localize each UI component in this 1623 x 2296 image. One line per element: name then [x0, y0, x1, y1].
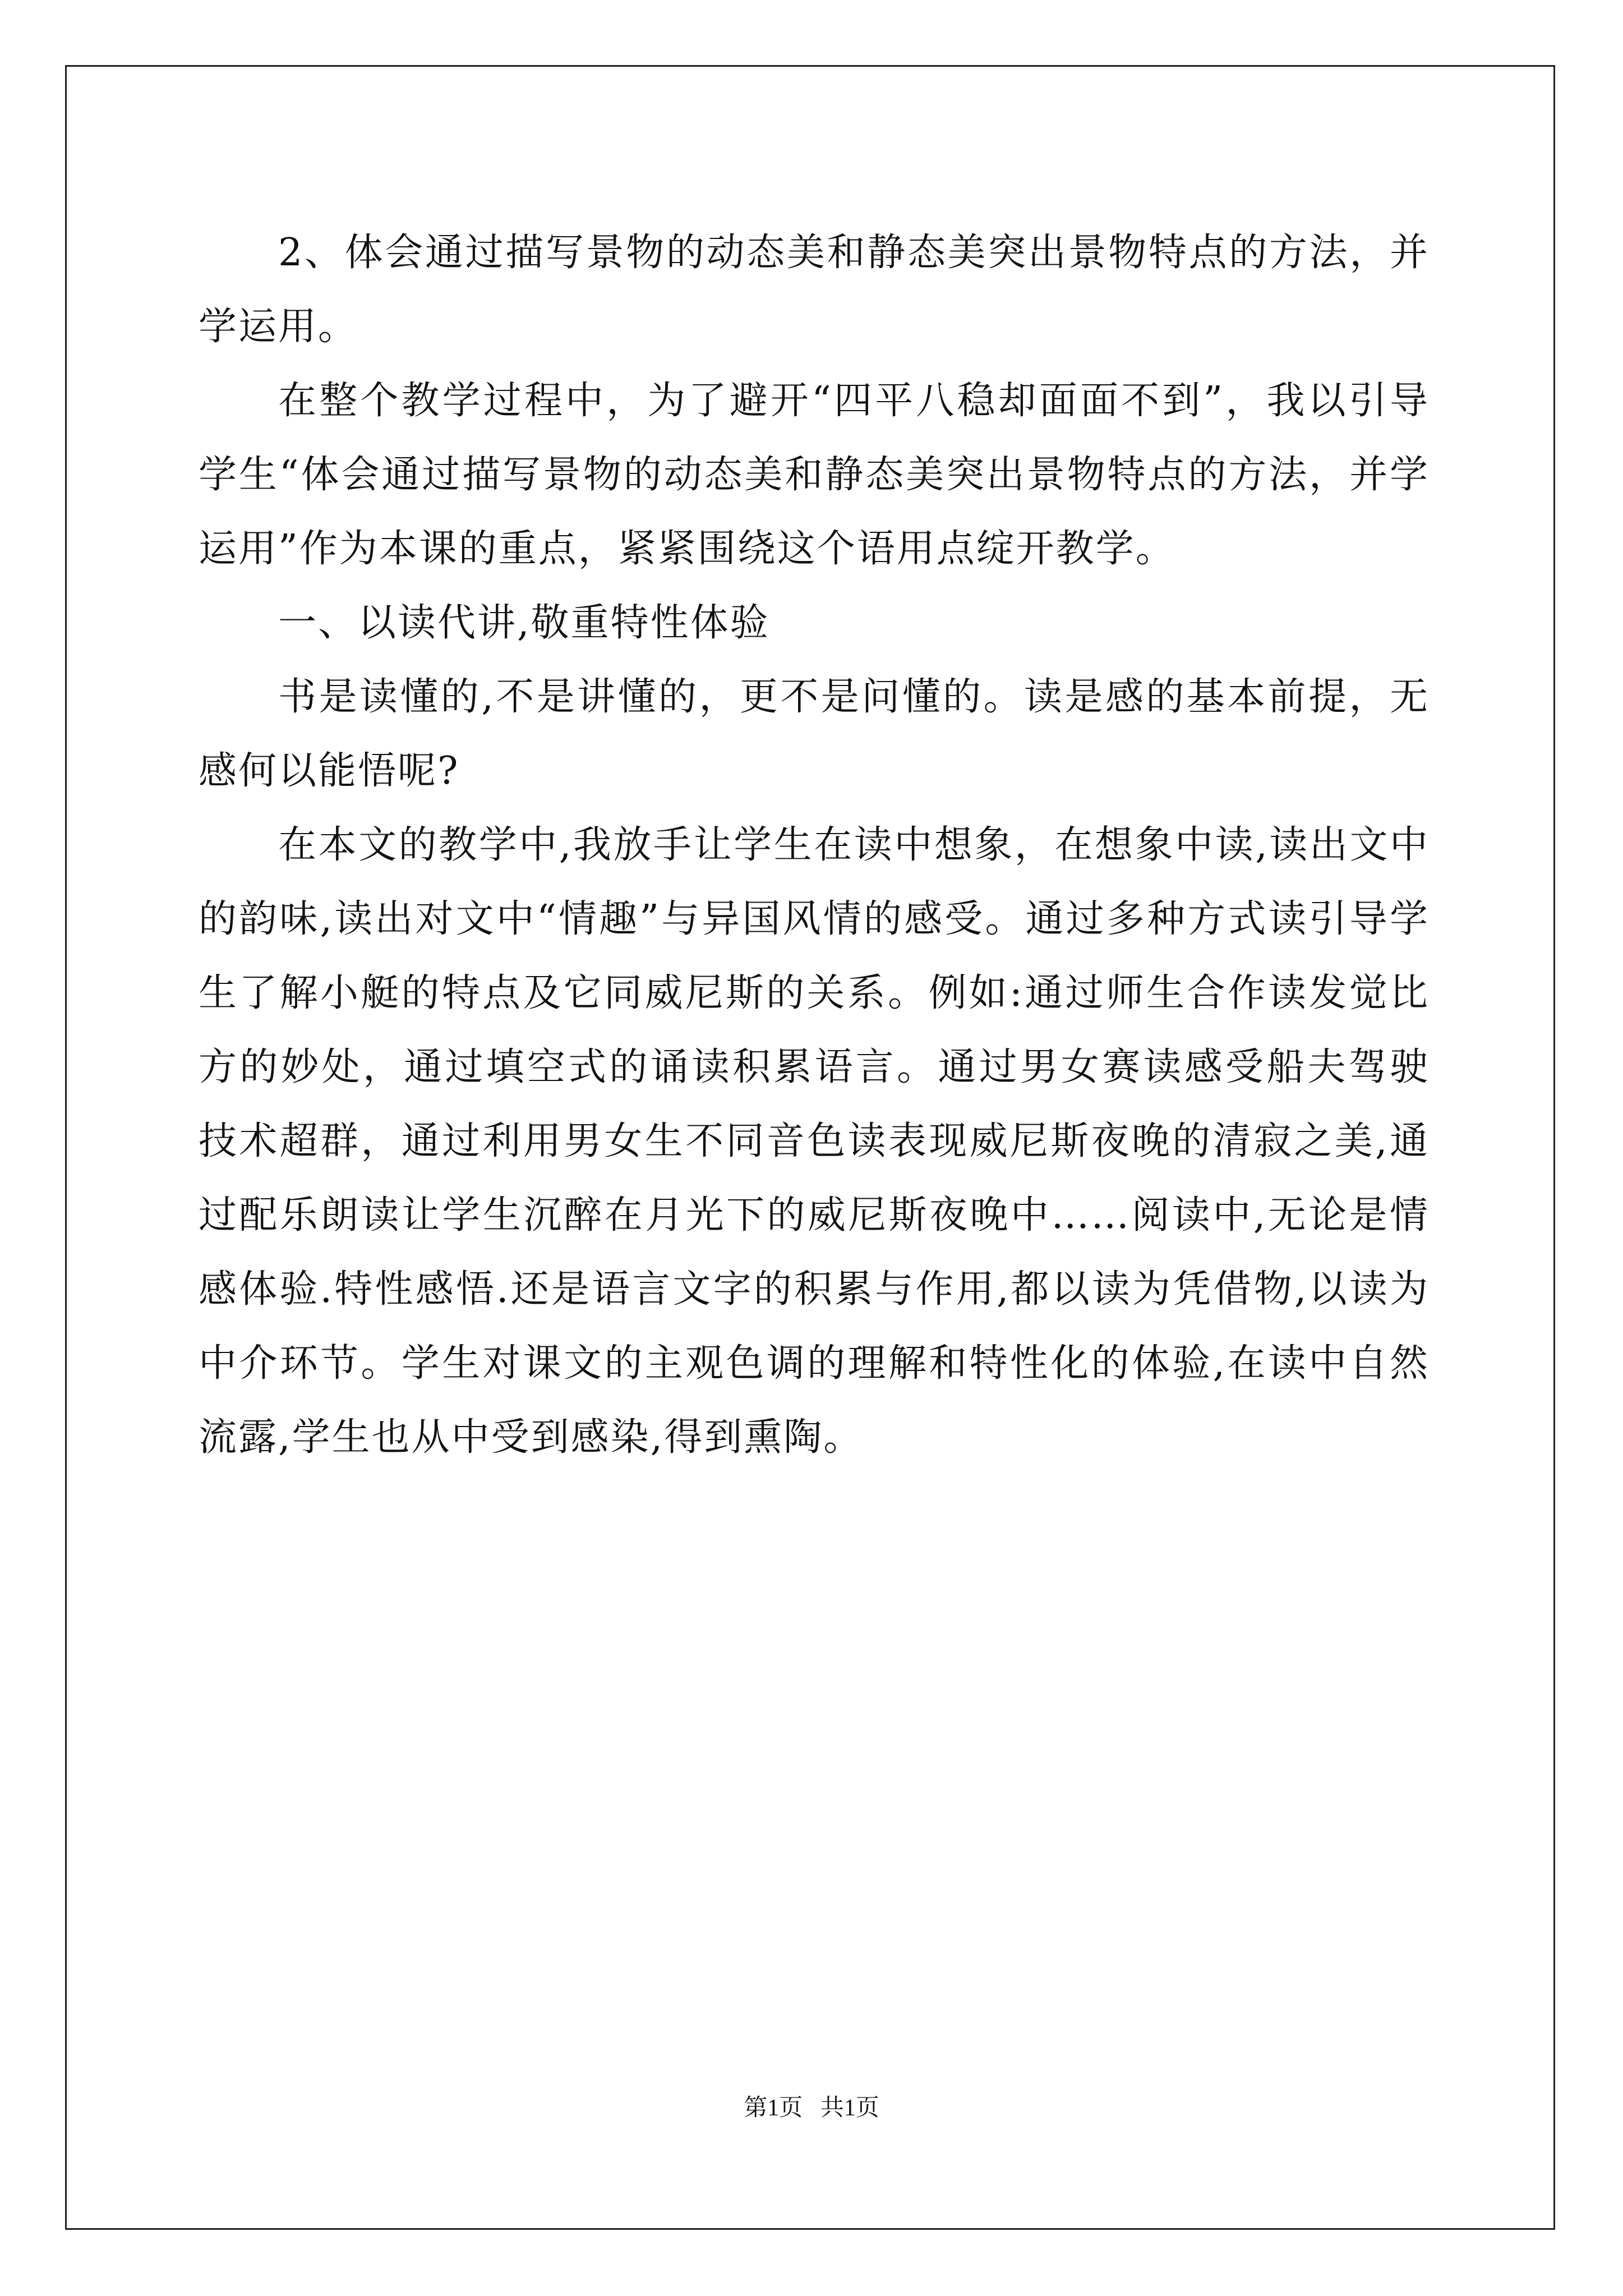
paragraph-teaching-focus: 在整个教学过程中，为了避开“四平八稳却面面不到”，我以引导学生“体会通过描写景物的动态美和静态美突出景物特点的方法，并学运用”作为本课的重点，紧紧围绕这个语用点绽开教学。 [199, 379, 1430, 571]
section-heading-reading: 一、以读代讲,敬重特性体验 [278, 601, 770, 645]
paragraph-reading-premise: 书是读懂的,不是讲懂的，更不是问懂的。读是感的基本前提，无感何以能悟呢? [199, 675, 1430, 793]
paragraph-reading-methods: 在本文的教学中,我放手让学生在读中想象，在想象中读,读出文中的韵味,读出对文中“情趣”与异国风情的感受。通过多种方式读引导学生了解小艇的特点及它同威尼斯的关系。例如:通过师生合作读发觉比方的妙处，通过填空式的诵读积累语言。通过男女赛读感受船夫驾驶技术超群，通过利用男女生不同音色读表现威尼斯夜晚的清寂之美,通过配乐朗读让学生沉醉在月光下的威尼斯夜晚中……阅读中,无论是情感体验.特性感悟.还是语言文字的积累与作用,都以读为凭借物,以读为中介环节。学生对课文的主观色调的理解和特性化的体验,在读中自然流露,学生也从中受到感染,得到熏陶。 [199, 823, 1430, 1460]
page-number-footer: 第1页 共1页 [744, 2095, 879, 2121]
paragraph-objective-2: 2、体会通过描写景物的动态美和静态美突出景物特点的方法，并学运用。 [199, 231, 1430, 349]
document-body [199, 216, 1430, 1475]
